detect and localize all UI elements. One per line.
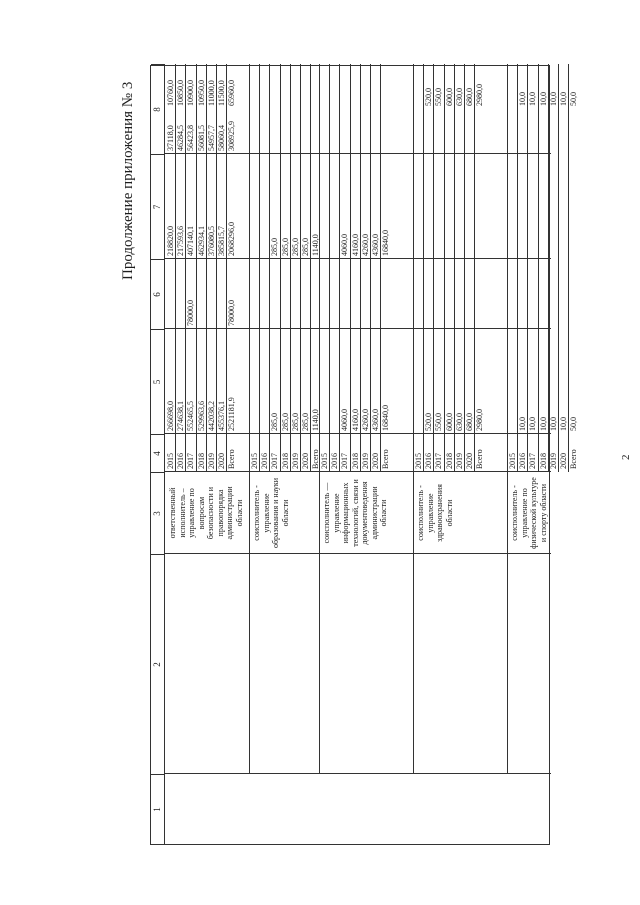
other-sources-cell: 65960,0: [227, 80, 237, 106]
total-cell: 285,0: [290, 413, 300, 431]
row-separator: [558, 64, 559, 472]
column-header-3: 3: [151, 472, 165, 554]
regional-cell: 4260,0: [360, 234, 370, 256]
year-cell: 2017: [340, 453, 350, 469]
local-cell: 58060,4: [217, 125, 226, 151]
rotated-sheet: [100, 50, 630, 855]
total-cell: 16840,0: [381, 405, 391, 431]
year-cell: 2018: [196, 453, 206, 469]
column-divider: [165, 153, 551, 154]
other-sources-cell: 10,0: [528, 92, 538, 106]
row-separator: [548, 64, 549, 472]
total-cell: 285,0: [301, 413, 310, 431]
group-separator: [249, 64, 250, 774]
row-separator: [280, 64, 281, 472]
year-cell: 2017: [186, 453, 196, 469]
row-separator: [517, 64, 518, 472]
year-cell: 2015: [250, 453, 259, 469]
year-cell: 2018: [444, 453, 454, 469]
total-cell: 266698,0: [166, 401, 175, 431]
total-cell: 10,0: [538, 417, 548, 431]
column-header-1: 1: [151, 774, 165, 844]
year-cell: 2016: [330, 453, 340, 469]
total-cell: 442038,2: [206, 401, 216, 431]
year-cell: Всего: [381, 449, 391, 469]
year-cell: 2015: [320, 453, 329, 469]
total-cell: 4160,0: [350, 409, 360, 431]
column-divider: [165, 258, 551, 259]
total-cell: 285,0: [270, 413, 280, 431]
year-cell: Всего: [311, 449, 321, 469]
row-separator: [300, 64, 301, 472]
year-cell: 2019: [548, 453, 558, 469]
total-cell: 10,0: [528, 417, 538, 431]
total-cell: 550,0: [434, 413, 444, 431]
local-cell: 54957,7: [206, 125, 216, 151]
row-separator: [259, 64, 260, 472]
column-header-4: 4: [151, 434, 165, 472]
total-cell: 10,0: [559, 417, 568, 431]
year-cell: 2018: [280, 453, 290, 469]
other-sources-cell: 680,0: [465, 88, 474, 106]
local-cell: 37118,0: [166, 125, 175, 151]
other-sources-cell: 10,0: [559, 92, 568, 106]
year-cell: 2015: [414, 453, 423, 469]
other-sources-cell: 550,0: [434, 88, 444, 106]
row-separator: [454, 64, 455, 472]
executor-description: соисполнитель - управление здравоохранения области: [416, 484, 454, 542]
year-cell: 2020: [465, 453, 474, 469]
total-cell: 529963,6: [196, 401, 206, 431]
regional-cell: 4360,0: [371, 234, 380, 256]
other-sources-cell: 520,0: [424, 88, 434, 106]
year-cell: 2019: [290, 453, 300, 469]
other-sources-cell: 11500,0: [217, 80, 226, 106]
row-separator: [433, 64, 434, 472]
budget-table: [150, 65, 579, 845]
total-cell: 600,0: [444, 413, 454, 431]
row-separator: [568, 64, 569, 472]
year-cell: 2020: [301, 453, 310, 469]
regional-cell: 285,0: [270, 238, 280, 256]
total-cell: 1140,0: [311, 409, 321, 431]
appendix-caption: Продолжение приложения № 3: [120, 81, 136, 280]
year-cell: 2017: [434, 453, 444, 469]
regional-cell: 1140,0: [311, 234, 321, 256]
column-header-7: 7: [151, 154, 165, 259]
other-sources-cell: 50,0: [569, 92, 579, 106]
local-cell: 308925,9: [227, 121, 237, 151]
local-cell: 56081,5: [196, 125, 206, 151]
page-number: 2: [620, 454, 632, 460]
regional-cell: 4060,0: [340, 234, 350, 256]
column-divider: [165, 553, 551, 554]
year-cell: 2020: [371, 453, 380, 469]
year-cell: 2015: [508, 453, 517, 469]
total-cell: 520,0: [424, 413, 434, 431]
other-sources-cell: 10760,0: [166, 80, 175, 106]
column-header-6: 6: [151, 259, 165, 329]
other-sources-cell: 630,0: [454, 88, 464, 106]
regional-cell: 385815,7: [217, 226, 226, 256]
regional-cell: 16840,0: [381, 230, 391, 256]
regional-cell: 285,0: [301, 238, 310, 256]
other-sources-cell: 2980,0: [475, 84, 485, 106]
total-cell: 4360,0: [371, 409, 380, 431]
year-cell: Всего: [227, 449, 237, 469]
other-sources-cell: 600,0: [444, 88, 454, 106]
regional-cell: 217593,6: [176, 226, 186, 256]
year-cell: 2016: [424, 453, 434, 469]
total-cell: 50,0: [569, 417, 579, 431]
executor-description: соисполнитель - управление образования и науки области: [252, 477, 290, 549]
total-cell: 552465,5: [186, 401, 196, 431]
regional-cell: 376080,5: [206, 226, 216, 256]
row-separator: [444, 64, 445, 472]
regional-cell: 462934,1: [196, 226, 206, 256]
other-sources-cell: 10,0: [518, 92, 528, 106]
row-separator: [538, 64, 539, 472]
executor-description: ответственный исполнитель – управление по вопросам безопасности и правопорядка администрации области: [168, 486, 244, 540]
executor-description: соисполнитель - управление по физической культуре и спорту области: [510, 477, 548, 549]
total-cell: 455376,1: [217, 401, 226, 431]
row-separator: [290, 64, 291, 472]
regional-cell: 2068296,0: [227, 222, 237, 256]
year-cell: 2019: [360, 453, 370, 469]
column-divider: [165, 433, 551, 434]
year-cell: Всего: [569, 449, 579, 469]
other-sources-cell: 10,0: [548, 92, 558, 106]
column-divider: [165, 471, 551, 472]
regional-cell: 218820,0: [166, 226, 175, 256]
other-sources-cell: 10,0: [538, 92, 548, 106]
year-cell: 2015: [166, 453, 175, 469]
column-divider: [165, 328, 551, 329]
year-cell: 2019: [206, 453, 216, 469]
year-cell: 2017: [528, 453, 538, 469]
total-cell: 2980,0: [475, 409, 485, 431]
year-cell: 2016: [518, 453, 528, 469]
total-cell: 2521181,9: [227, 397, 237, 431]
total-cell: 274638,1: [176, 401, 186, 431]
regional-cell: 407140,1: [186, 226, 196, 256]
column-header-8: 8: [151, 64, 165, 154]
group-separator: [413, 64, 414, 774]
regional-cell: 285,0: [280, 238, 290, 256]
other-sources-cell: 11000,0: [206, 80, 216, 106]
column-header-5: 5: [151, 329, 165, 434]
total-cell: 4260,0: [360, 409, 370, 431]
year-cell: 2020: [217, 453, 226, 469]
column-divider: [165, 773, 551, 774]
year-cell: 2019: [454, 453, 464, 469]
row-separator: [423, 64, 424, 472]
row-separator: [464, 64, 465, 472]
year-cell: 2017: [270, 453, 280, 469]
group-separator: [507, 64, 508, 774]
executor-description: соисполнитель — управление информационных технологий, связи и документоведения администрации области: [322, 479, 388, 547]
year-cell: 2018: [538, 453, 548, 469]
column-header-2: 2: [151, 554, 165, 774]
regional-cell: 285,0: [290, 238, 300, 256]
year-cell: Всего: [475, 449, 485, 469]
total-cell: 4060,0: [340, 409, 350, 431]
local-cell: 46284,5: [176, 125, 186, 151]
year-cell: 2020: [559, 453, 568, 469]
federal-cell: 78000,0: [227, 300, 237, 326]
total-cell: 10,0: [548, 417, 558, 431]
total-cell: 10,0: [518, 417, 528, 431]
total-cell: 630,0: [454, 413, 464, 431]
local-cell: 56423,8: [186, 125, 196, 151]
row-separator: [329, 64, 330, 472]
other-sources-cell: 10900,0: [186, 80, 196, 106]
total-cell: 680,0: [465, 413, 474, 431]
year-cell: 2016: [176, 453, 186, 469]
total-cell: 285,0: [280, 413, 290, 431]
federal-cell: 78000,0: [186, 300, 196, 326]
row-separator: [527, 64, 528, 472]
year-cell: 2018: [350, 453, 360, 469]
other-sources-cell: 10850,0: [176, 80, 186, 106]
row-separator: [269, 64, 270, 472]
regional-cell: 4160,0: [350, 234, 360, 256]
other-sources-cell: 10950,0: [196, 80, 206, 106]
year-cell: 2016: [260, 453, 270, 469]
